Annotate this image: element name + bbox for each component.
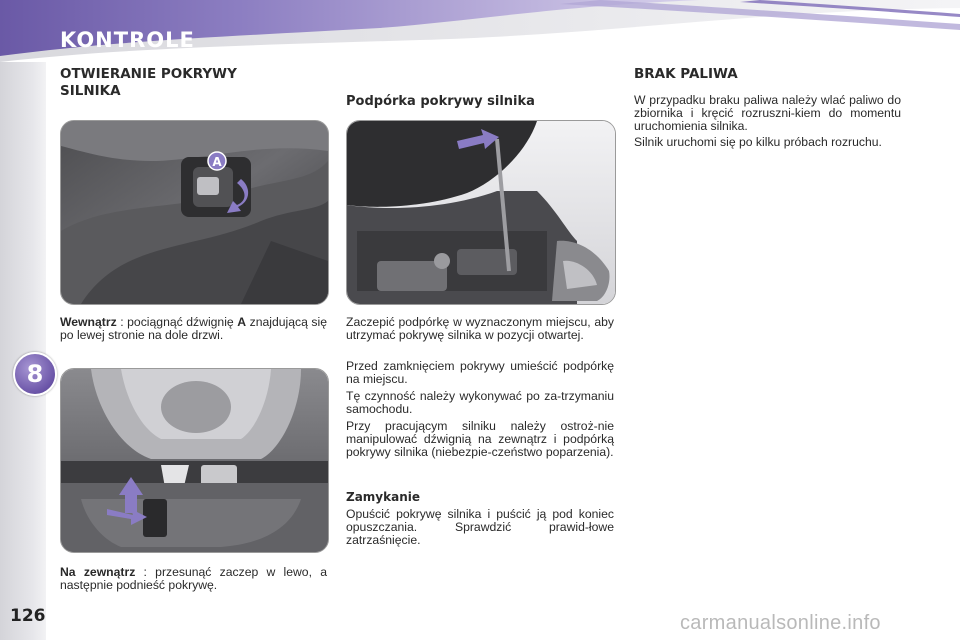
paragraph-support-1: Zaczepić podpórkę w wyznaczonym miejscu, aby utrzymać pokrywę silnika w pozycji otwartej. [346, 315, 614, 342]
heading-hood-support: Podpórka pokrywy silnika [346, 94, 535, 109]
left-margin-strip [0, 62, 46, 640]
inside-bold-a: A [237, 315, 247, 329]
paragraph-support-2: Przed zamknięciem pokrywy umieścić podpórkę na miejscu. [346, 359, 614, 386]
paragraph-outside [60, 566, 327, 592]
inside-text: : pociągnąć dźwignię [116, 315, 238, 329]
paragraph-support-4: Przy pracującym silniku należy ostroż-nie manipulować dźwignią na zewnątrz i podpórką pokrywy silnika (niebezpie-czeństwo poparzenia). [346, 419, 614, 459]
section-title: KONTROLE [60, 28, 195, 52]
paragraph-support-3: Tę czynność należy wykonywać po za-trzymaniu samochodu. [346, 389, 614, 416]
paragraph-no-fuel-1: W przypadku braku paliwa należy wlać paliwo do zbiornika i kręcić rozruszni-kiem do momentu uruchomienia silnika. [634, 93, 901, 133]
label-a-text: A [212, 155, 222, 169]
chapter-badge: 8 [13, 352, 57, 396]
heading-open-hood-line2: SILNIKA [60, 83, 121, 99]
paragraph-inside [60, 316, 327, 342]
inside-text2: znajdującą się po lewej stronie na dole drzwi. [60, 315, 328, 342]
outside-text: : przesunąć zaczep w lewo, a następnie podnieść pokrywę. [60, 565, 327, 592]
heading-open-hood [60, 66, 237, 100]
photo-hood-support [346, 120, 616, 305]
inside-bold: Wewnątrz [60, 315, 117, 329]
outside-bold: Na zewnątrz [60, 565, 136, 579]
paragraph-no-fuel-2: Silnik uruchomi się po kilku próbach rozruchu. [634, 135, 882, 149]
photo-exterior-latch [60, 368, 329, 553]
heading-closing: Zamykanie [346, 490, 420, 504]
paragraph-closing: Opuścić pokrywę silnika i puścić ją pod koniec opuszczania. Sprawdzić prawid-łowe zatrzaśnięcie. [346, 507, 614, 547]
page-number: 126 [10, 606, 46, 626]
photo-interior-lever [60, 120, 329, 305]
watermark: carmanualsonline.info [680, 612, 881, 634]
heading-no-fuel: BRAK PALIWA [634, 66, 738, 82]
heading-open-hood-line1: OTWIERANIE POKRYWY [60, 66, 237, 82]
